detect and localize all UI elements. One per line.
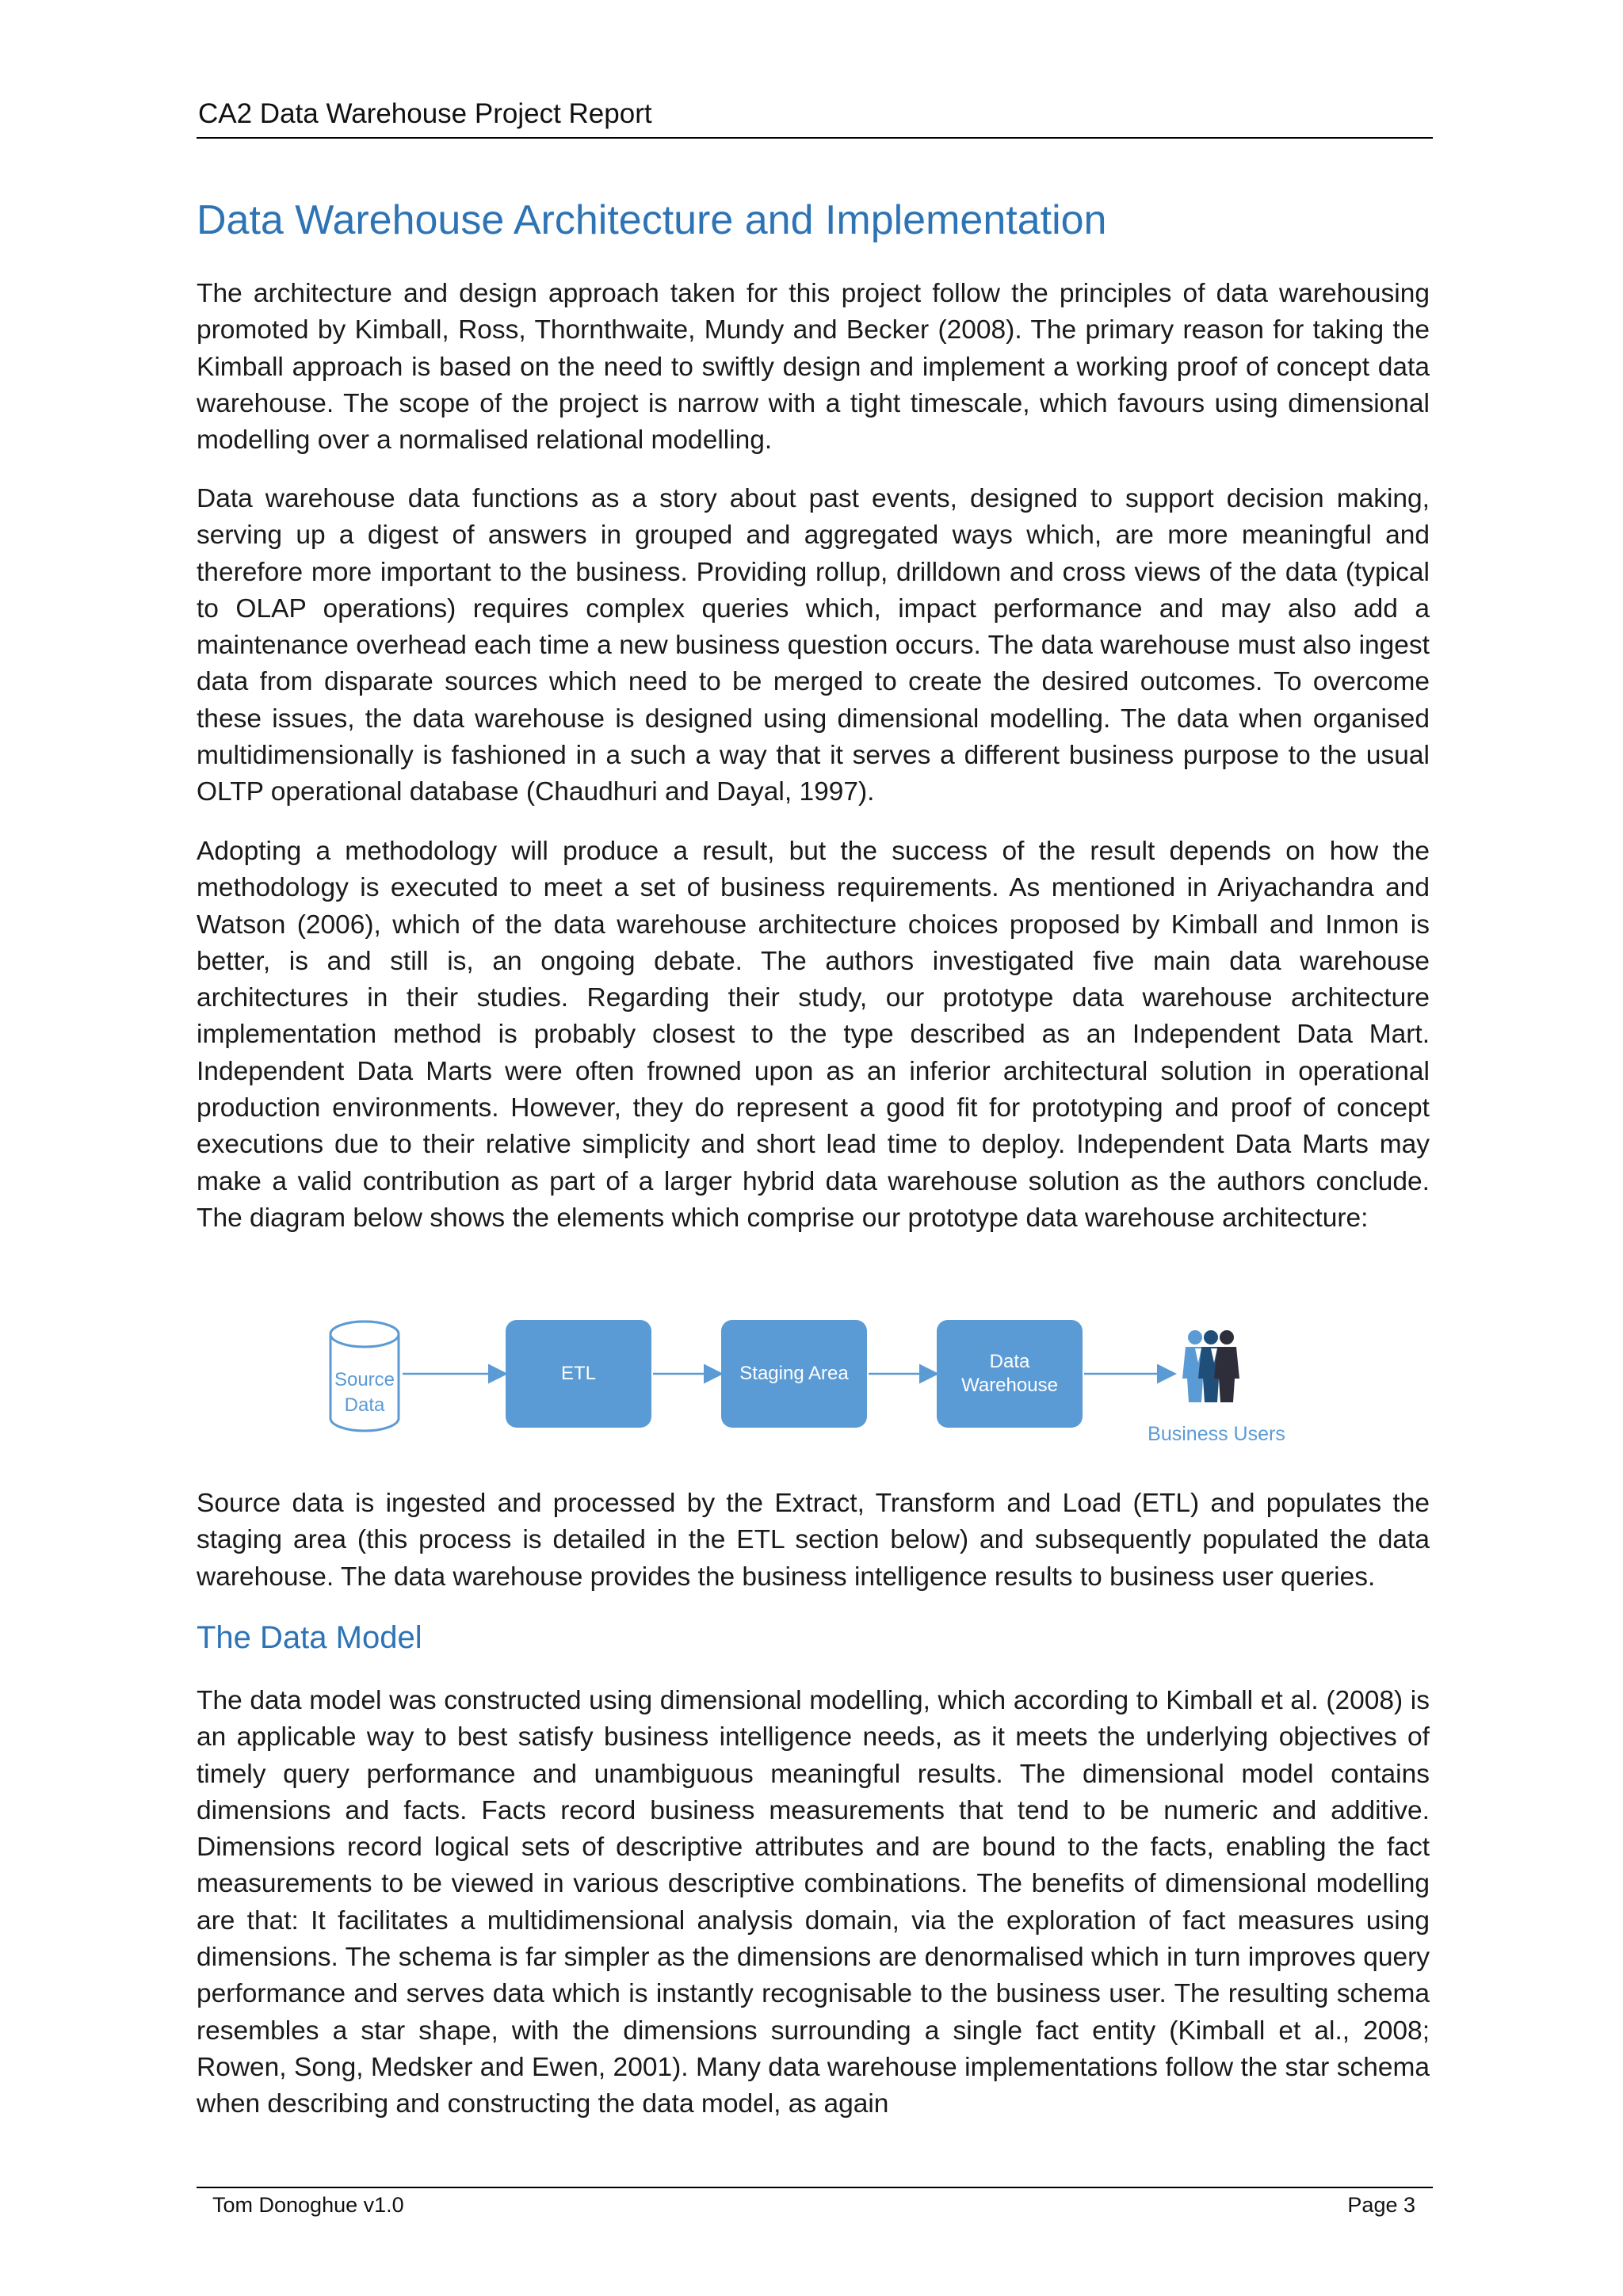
source-data-label [330,1367,399,1418]
running-header: CA2 Data Warehouse Project Report [198,98,652,129]
data-warehouse-label-line1: Data [989,1351,1030,1372]
paragraph-4: Source data is ingested and processed by the Extract, Transform and Load (ETL) and populates the staging area (this process is detailed in the ETL section below) and subsequently populated the data warehouse. The data warehouse provides the business intelligence results to business user queries. [197,1489,1430,1592]
source-data-label-line2: Data [344,1394,385,1416]
business-users-icon [1182,1330,1239,1402]
footer-divider [197,2187,1433,2188]
etl-label: ETL [560,1363,596,1384]
business-users-label: Business Users [1148,1423,1285,1445]
architecture-diagram [317,1299,1308,1458]
paragraph-5: The data model was constructed using dimensional modelling, which according to Kimball et al. (2008) is an applicable way to best satisfy business intelligence needs, as it meets the underlying objectives of timely query performance and unambiguous meaningful results. The dimensional model contains dimensions and facts. Facts record business measurements that tend to be numeric and additive. Dimensions record logical sets of descriptive attributes and are bound to the facts, enabling the fact measurements to be viewed in various descriptive combinations. The benefits of dimensional modelling are that: It facilitates a multidimensional analysis domain, via the exploration of fact measures using dimensions. The schema is far simpler as the dimensions are denormalised which in turn improves query performance and serves data which is instantly recognisable to the business user. The resulting schema resembles a star shape, with the dimensions surrounding a single fact entity (Kimball et al., 2008; Rowen, Song, Medsker and Ewen, 2001). Many data warehouse implementations follow the star schema when describing and constructing the data model, as again [197,1686,1430,2119]
section-heading: Data Warehouse Architecture and Implementation [197,197,1107,243]
footer-author: Tom Donoghue v1.0 [212,2193,404,2217]
data-warehouse-box [937,1320,1083,1428]
subsection-heading: The Data Model [197,1620,422,1655]
staging-area-box [721,1320,867,1428]
footer-page-number: Page 3 [1347,2193,1415,2217]
paragraph-2: Data warehouse data functions as a story about past events, designed to support decision making, serving up a digest of answers in grouped and aggregated ways which, are more meaningful and therefore more important to the business. Providing rollup, drilldown and cross views of the data (typical to OLAP operations) requires complex queries which, impact performance and may also add a maintenance overhead each time a new business question occurs. The data warehouse must also ingest data from disparate sources which need to be merged to create the desired outcomes. To overcome these issues, the data warehouse is designed using dimensional modelling. The data when organised multidimensionally is fashioned in a such a way that it serves a different business purpose to the usual OLTP operational database (Chaudhuri and Dayal, 1997). [197,484,1430,807]
header-divider [197,137,1433,139]
staging-area-label: Staging Area [739,1363,849,1384]
paragraph-1: The architecture and design approach taken for this project follow the principles of data warehousing promoted by Kimball, Ross, Thornthwaite, Mundy and Becker (2008). The primary reason for taking the Kimball approach is based on the need to swiftly design and implement a working proof of concept data warehouse. The scope of the project is narrow with a tight timescale, which favours using dimensional modelling over a normalised relational modelling. [197,279,1430,456]
paragraph-3: Adopting a methodology will produce a result, but the success of the result depends on how the methodology is executed to meet a set of business requirements. As mentioned in Ariyachandra and Watson (2006), which of the data warehouse architecture choices proposed by Kimball and Inmon is better, is and still is, an ongoing debate. The authors investigated five main data warehouse architectures in their studies. Regarding their study, our prototype data warehouse architecture implementation method is probably closest to the type described as an Independent Data Mart. Independent Data Marts were often frowned upon as an inferior architectural solution in operational production environments. However, they do represent a good fit for prototyping and proof of concept executions due to their relative simplicity and short lead time to deploy. Independent Data Marts may make a valid contribution as part of a larger hybrid data warehouse solution as the authors conclude. The diagram below shows the elements which comprise our prototype data warehouse architecture: [197,837,1430,1233]
source-data-label-line1: Source [334,1369,395,1390]
etl-box [506,1320,651,1428]
data-warehouse-label-line2: Warehouse [961,1375,1058,1396]
